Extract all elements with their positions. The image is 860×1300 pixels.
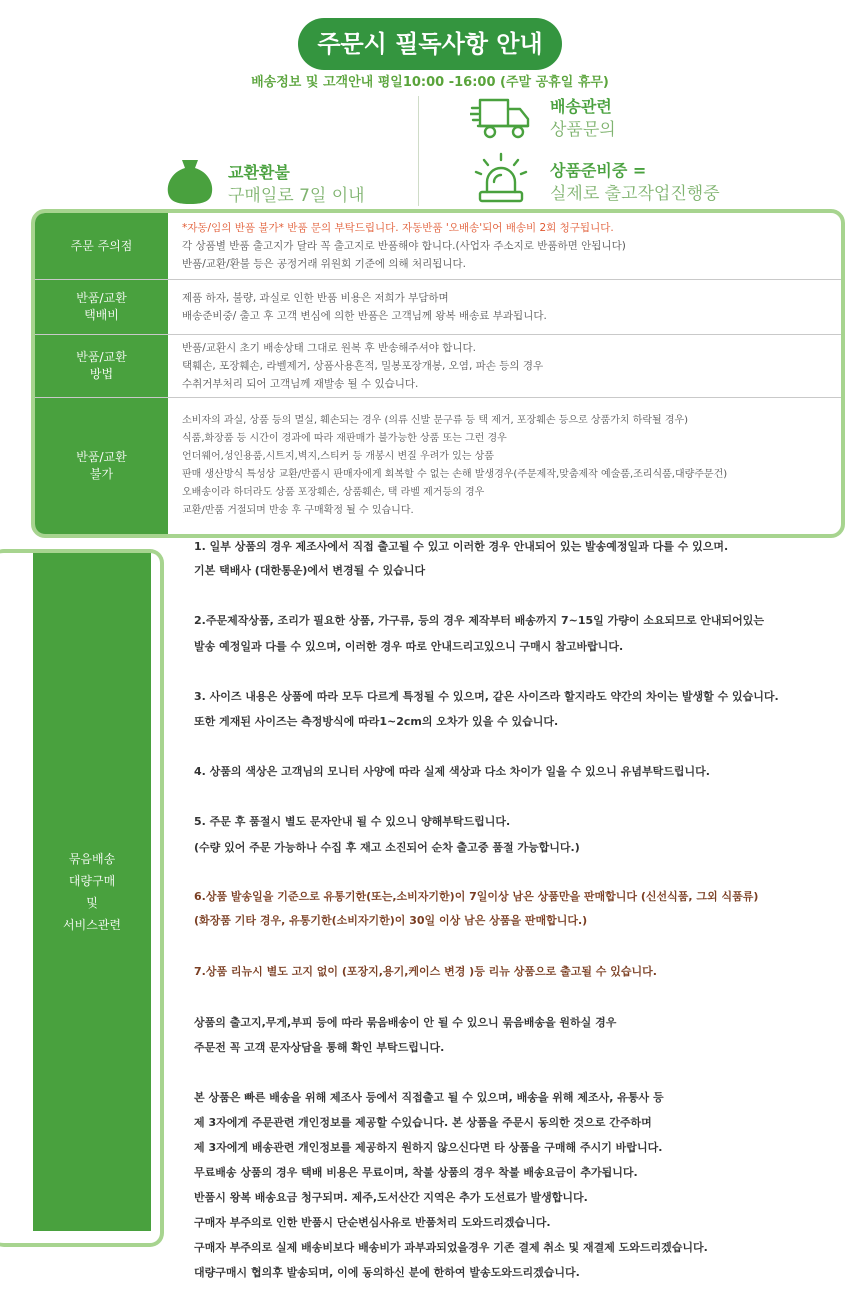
page-title: 주문시 필독사항 안내 [298, 18, 562, 70]
delivery-info [550, 96, 616, 142]
note-line: 2.주문제작상품, 조리가 필요한 상품, 가구류, 등의 경우 제작부터 배송까지 7~15일 가량이 소요되므로 안내되어있는 [194, 614, 765, 627]
policy-text: 제품 하자, 불량, 과실로 인한 반품 비용은 저희가 부담하며 [182, 292, 449, 304]
note-line: 또한 게재된 사이즈는 측정방식에 따라1~2cm의 오차가 있을 수 있습니다. [194, 715, 559, 728]
note-line: 4. 상품의 색상은 고객님의 모니터 사양에 따라 실제 색상과 다소 차이가 일을 수 있으니 유념부탁드립니다. [194, 765, 710, 778]
policy-text: 배송준비중/ 출고 후 고객 변심에 의한 반품은 고객님께 왕복 배송료 부과됩니다. [182, 310, 547, 322]
note-line: 구매자 부주의로 인한 반품시 단순변심사유로 반품처리 도와드리겠습니다. [194, 1216, 551, 1229]
policy-text: 식품,화장품 등 시간이 경과에 따라 재판매가 불가능한 상품 또는 그런 경우 [182, 433, 507, 444]
bundle-label-line: 및 [86, 896, 98, 910]
policy-label: 반품/교환 택배비 [35, 280, 168, 334]
policy-row-shipping-fee [35, 280, 841, 335]
note-line: 7.상품 리뉴시 별도 고지 없이 (포장지,용기,케이스 변경 )등 리뉴 상품으로 출고될 수 있습니다. [194, 965, 657, 978]
delivery-title: 배송관련 [550, 97, 612, 116]
note-line: 상품의 출고지,무게,부피 등에 따라 묶음배송이 안 될 수 있으니 묶음배송을 원하실 경우 [194, 1016, 617, 1029]
policy-text: 언더웨어,성인용품,시트지,벽지,스티커 등 개봉시 변질 우려가 있는 상품 [182, 451, 494, 462]
policy-text: 오배송이라 하더라도 상품 포장훼손, 상품훼손, 택 라벨 제거등의 경우 [182, 487, 485, 498]
policy-label: 주문 주의점 [35, 213, 168, 279]
note-line: (화장품 기타 경우, 유통기한(소비자기한)이 30일 이상 남은 상품을 판매합니다.) [194, 914, 588, 927]
delivery-subtitle: 상품문의 [550, 120, 616, 140]
divider [418, 96, 419, 206]
note-line: 5. 주문 후 품절시 별도 문자안내 될 수 있으니 양해부탁드립니다. [194, 815, 511, 828]
note-line: 무료배송 상품의 경우 택배 비용은 무료이며, 착불 상품의 경우 착불 배송요금이 추가됩니다. [194, 1166, 638, 1179]
note-line: (수량 있어 주문 가능하나 수집 후 재고 소진되어 순차 출고중 품절 가능합니다.) [194, 841, 580, 854]
bag-icon [165, 158, 215, 204]
bundle-label-line: 묶음배송 [68, 852, 116, 866]
note-line: 제 3자에게 배송관련 개인정보를 제공하지 원하지 않으신다면 타 상품을 구매해 주시기 바랍니다. [194, 1141, 663, 1154]
note-line: 구매자 부주의로 실제 배송비보다 배송비가 과부과되었을경우 기존 결제 취소 및 재결제 도와드리겠습니다. [194, 1241, 708, 1254]
preparing-title: 상품준비중 = [550, 161, 647, 180]
policy-label: 반품/교환 방법 [35, 335, 168, 397]
policy-label: 반품/교환 불가 [35, 398, 168, 534]
note-line: 본 상품은 빠른 배송을 위해 제조사 등에서 직접출고 될 수 있으며, 배송을 위해 제조사, 유통사 등 [194, 1091, 664, 1104]
policy-text: 각 상품별 반품 출고지가 달라 꼭 출고지로 반품해야 합니다.(사업자 주소지로 반품하면 안됩니다) [182, 240, 626, 252]
policy-text: 수취거부처리 되어 고객님께 재발송 될 수 있습니다. [182, 378, 419, 390]
policy-text: 소비자의 과실, 상품 등의 멸실, 훼손되는 경우 (의류 신발 문구류 등 택 제거, 포장훼손 등으로 상품가치 하락될 경우) [182, 415, 689, 426]
policy-table [31, 209, 845, 538]
preparing-subtitle: 실제로 출고작업진행중 [550, 184, 720, 204]
policy-text: 택훼손, 포장훼손, 라벨제거, 상품사용흔적, 밀봉포장개봉, 오염, 파손 등의 경우 [182, 360, 544, 372]
policy-text: *자동/임의 반품 불가* 반품 문의 부탁드립니다. 자동반품 '오배송'되어 배송비 2회 청구됩니다. [182, 222, 614, 234]
note-line: 발송 예정일과 다를 수 있으며, 이러한 경우 따로 안내드리고있으니 구매시 참고바랍니다. [194, 640, 624, 653]
policy-row-not-allowed [35, 398, 841, 534]
policy-text: 반품/교환/환불 등은 공정거래 위원회 기준에 의해 처리됩니다. [182, 258, 467, 270]
note-line: 반품시 왕복 배송요금 청구되며. 제주,도서산간 지역은 추가 도선료가 발생합니다. [194, 1191, 588, 1204]
bundle-label-line: 서비스관련 [63, 918, 121, 932]
policy-text: 교환/반품 거절되며 반송 후 구매확정 될 수 있습니다. [182, 505, 414, 516]
note-line: 주문전 꼭 고객 문자상담을 통해 확인 부탁드립니다. [194, 1041, 445, 1054]
note-line: 제 3자에게 주문관련 개인정보를 제공할 수있습니다. 본 상품을 주문시 동의한 것으로 간주하며 [194, 1116, 652, 1129]
siren-icon [470, 152, 532, 206]
bundle-label-line: 대량구매 [68, 874, 116, 888]
bundle-label [33, 553, 151, 1231]
policy-text: 반품/교환시 초기 배송상태 그대로 원복 후 반송해주셔야 합니다. [182, 342, 476, 354]
business-hours: 배송정보 및 고객안내 평일10:00 -16:00 (주말 공휴일 휴무) [251, 75, 609, 90]
note-line: 기본 택배사 (대한통운)에서 변경될 수 있습니다 [194, 564, 426, 577]
policy-row-method [35, 335, 841, 398]
preparing-info [550, 160, 720, 206]
exchange-subtitle: 구매일로 7일 이내 [228, 186, 365, 206]
policy-text: 판매 생산방식 특성상 교환/반품시 판매자에게 회복할 수 없는 손해 발생경우(주문제작,맞춤제작 예술품,조리식품,대량주문건) [182, 469, 728, 480]
truck-icon [470, 96, 532, 140]
exchange-title: 교환환불 [228, 163, 290, 182]
note-line: 1. 일부 상품의 경우 제조사에서 직접 출고될 수 있고 이러한 경우 안내되어 있는 발송예정일과 다를 수 있으며. [194, 540, 729, 553]
exchange-info [228, 162, 365, 208]
note-line: 6.상품 발송일을 기준으로 유통기한(또는,소비자기한)이 7일이상 남은 상품만을 판매합니다 (신선식품, 그외 식품류) [194, 890, 759, 903]
note-line: 3. 사이즈 내용은 상품에 따라 모두 다르게 특정될 수 있으며, 같은 사이즈라 할지라도 약간의 차이는 발생할 수 있습니다. [194, 690, 779, 703]
policy-row-order-caution [35, 213, 841, 280]
note-line: 대량구매시 협의후 발송되며, 이에 동의하신 분에 한하여 발송도와드리겠습니다. [194, 1266, 580, 1279]
